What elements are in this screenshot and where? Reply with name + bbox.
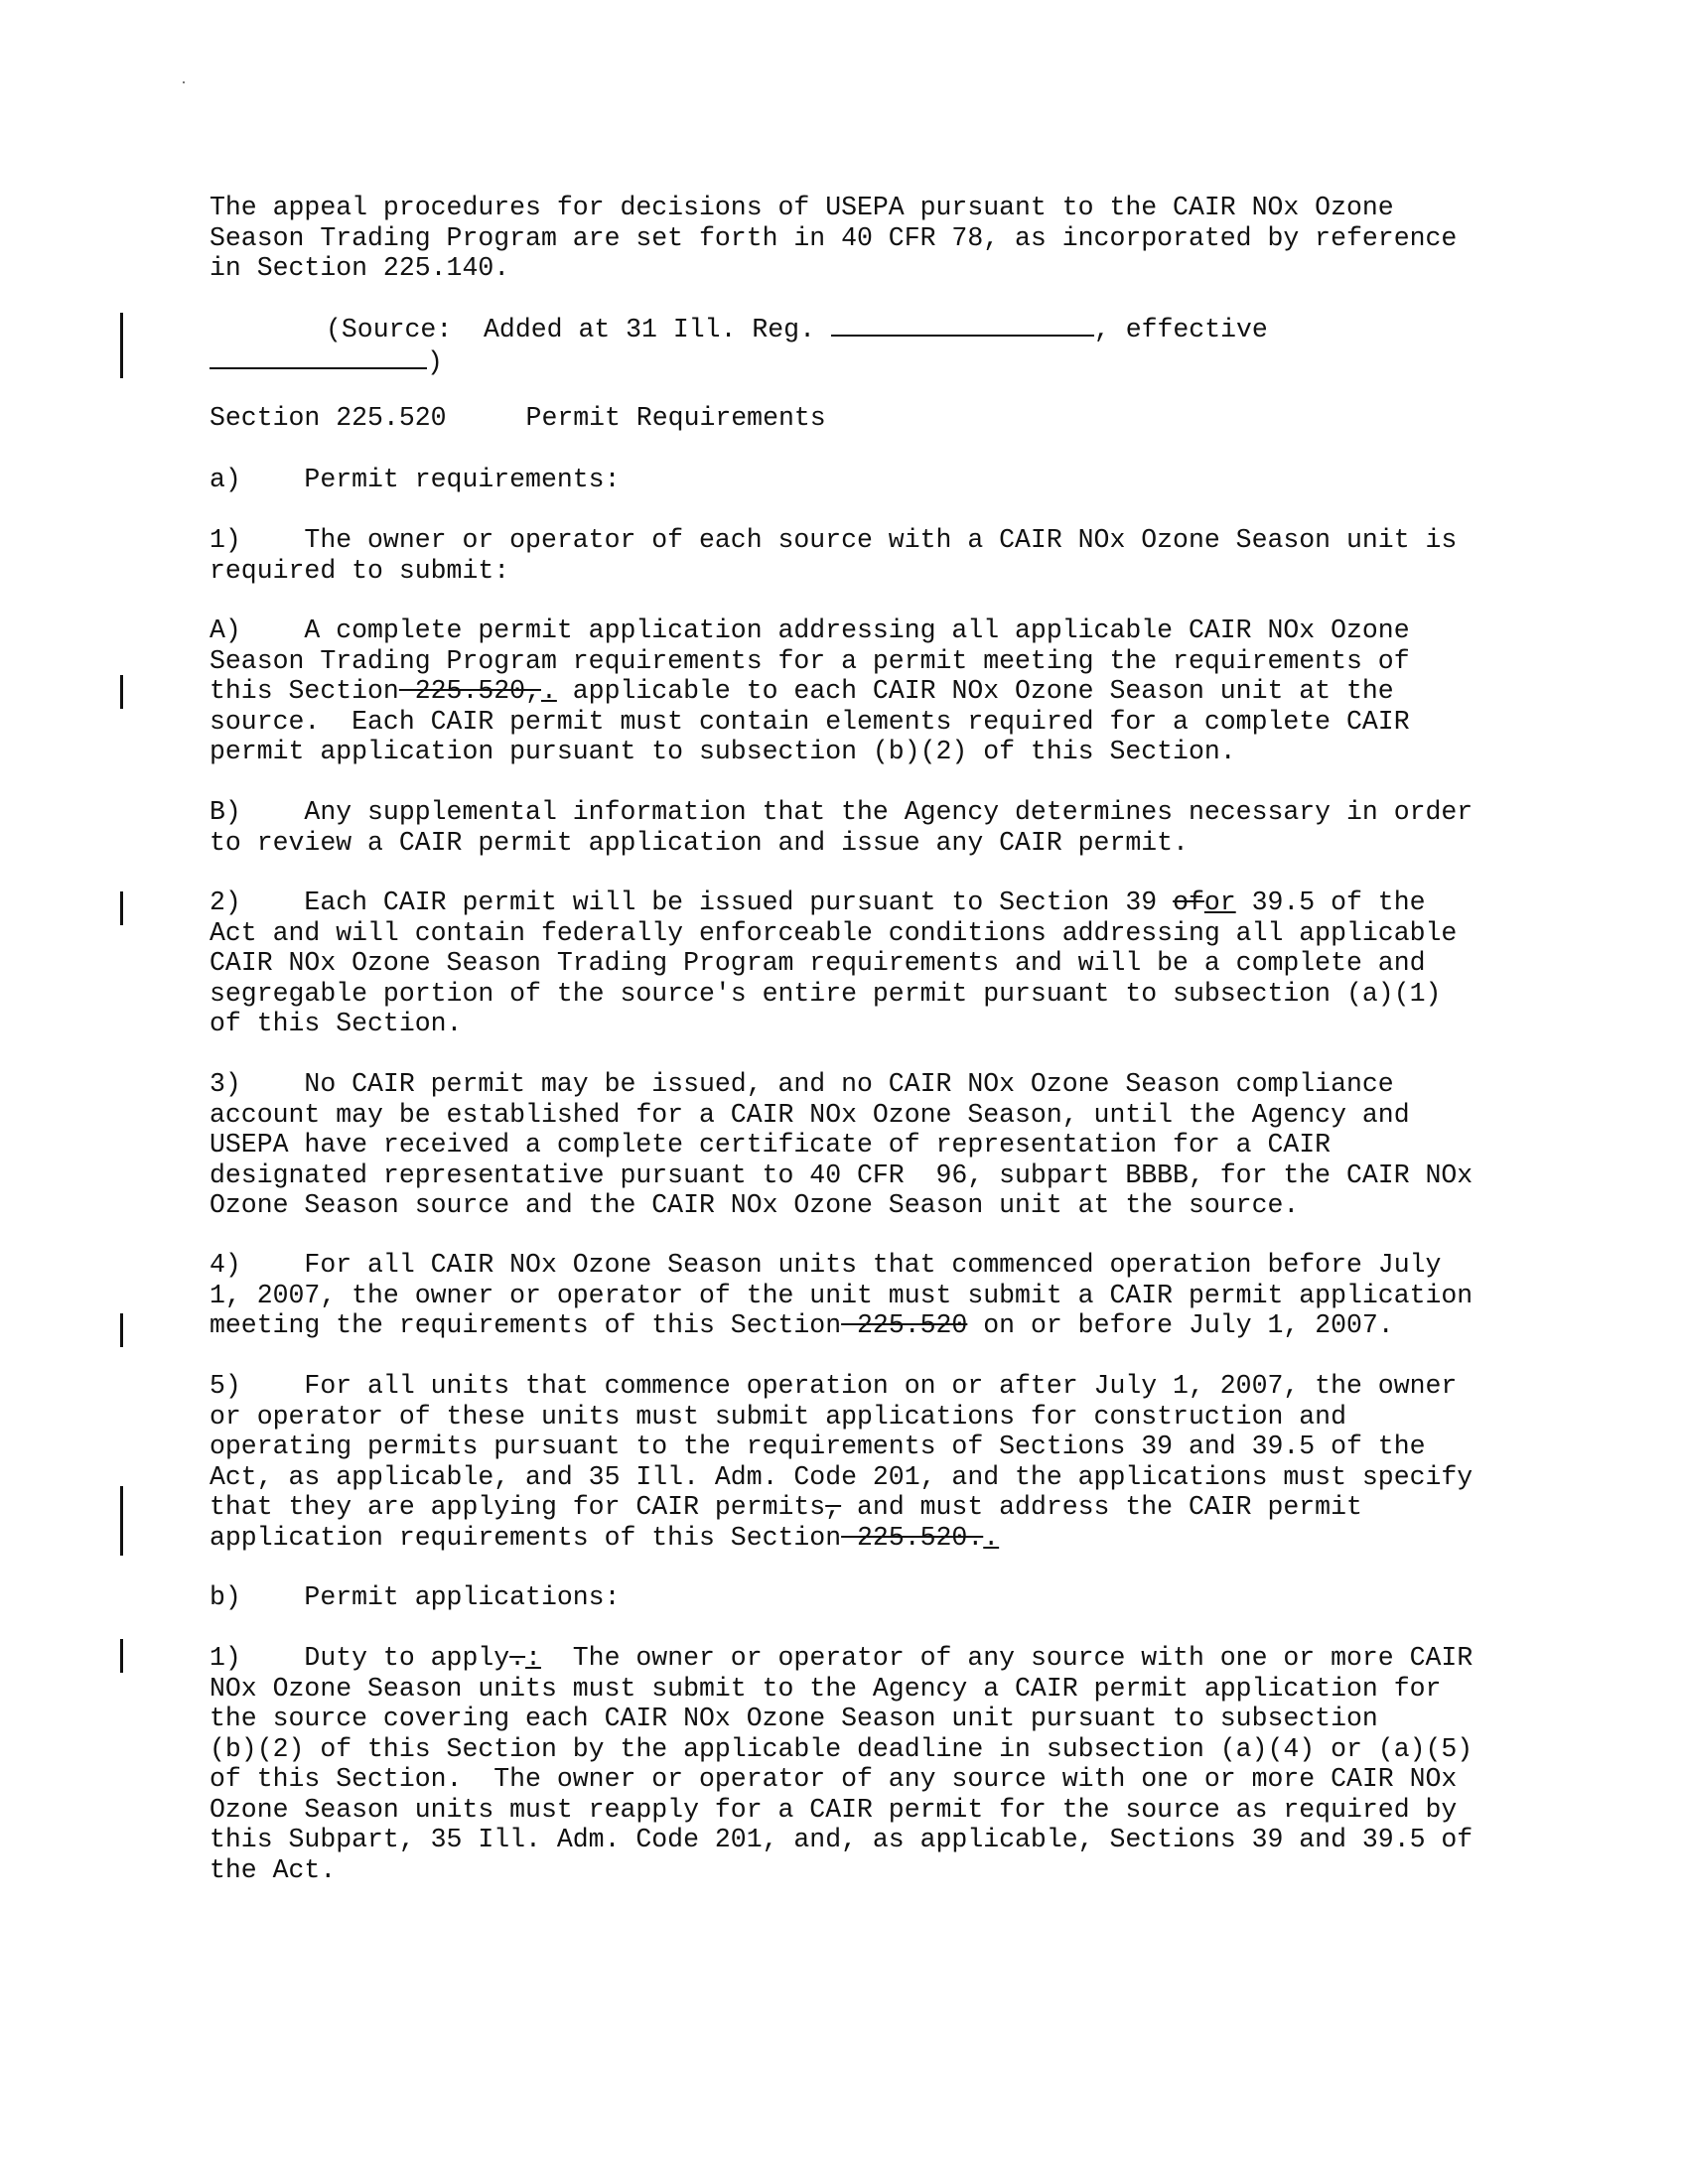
text-line: NOx Ozone Season units must submit to the Agency a CAIR permit application for <box>210 1673 1442 1704</box>
text-line: 4) For all CAIR NOx Ozone Season units that commenced operation before July <box>210 1250 1442 1280</box>
subsection-a3 <box>210 1069 1570 1221</box>
subsection-a-heading: a) Permit requirements: <box>210 465 621 494</box>
change-bar-source-note <box>120 313 123 378</box>
text-line: Ozone Season units must reapply for a CAIR permit for the source as required by <box>210 1794 1458 1825</box>
text-line: to review a CAIR permit application and issue any CAIR permit. <box>210 827 1189 858</box>
subsection-a5 <box>210 1371 1570 1553</box>
source-note <box>210 313 1570 377</box>
text-line: 1, 2007, the owner or operator of the unit must submit a CAIR permit application <box>210 1280 1474 1310</box>
text-line: B) Any supplemental information that the Agency determines necessary in order <box>210 797 1474 827</box>
text-line: source. Each CAIR permit must contain elements required for a complete CAIR <box>210 706 1410 737</box>
text-line: 1) Duty to apply <box>210 1643 510 1673</box>
text-line: 5) For all units that commence operation on or after July 1, 2007, the owner <box>210 1371 1458 1401</box>
inserted-text: or <box>1203 887 1236 917</box>
text-line: on or before July 1, 2007. <box>967 1310 1394 1340</box>
inserted-text: . <box>540 676 557 706</box>
text-line: the Act. <box>210 1854 337 1885</box>
inserted-text: : <box>525 1643 541 1673</box>
deleted-text: 225.520. <box>841 1522 984 1553</box>
deleted-text: 225.520, <box>398 676 541 706</box>
deleted-text: 225.520 <box>841 1310 968 1340</box>
text-line: (b)(2) of this Section by the applicable deadline in subsection (a)(4) or (a)(5) <box>210 1733 1474 1764</box>
text-line: operating permits pursuant to the requirements of Sections 39 and 39.5 of the <box>210 1432 1426 1461</box>
inserted-text: . <box>983 1522 1000 1553</box>
text-line: The owner or operator of any source with one or more CAIR <box>540 1643 1474 1673</box>
text-line: the source covering each CAIR NOx Ozone Season unit pursuant to subsection <box>210 1704 1378 1733</box>
section-number: Section 225.520 <box>210 403 447 433</box>
source-note-close: ) <box>427 346 443 377</box>
text-line: Ozone Season source and the CAIR NOx Ozone Season unit at the source. <box>210 1190 1300 1220</box>
text-line: permit application pursuant to subsection (b)(2) of this Section. <box>210 737 1236 766</box>
source-note-effective: , effective <box>1093 315 1268 344</box>
text-line: meeting the requirements of this Section <box>210 1310 842 1340</box>
scan-speck <box>183 81 185 83</box>
subsection-a1 <box>210 525 1570 586</box>
text-line: Act, as applicable, and 35 Ill. Adm. Code 201, and the applications must specify <box>210 1461 1474 1492</box>
text-line: application requirements of this Section <box>210 1522 842 1553</box>
text-line: and must address the CAIR permit <box>841 1492 1362 1522</box>
text-line: required to submit: <box>210 555 510 586</box>
change-bar-subsection-a1A <box>120 675 123 709</box>
text-line: USEPA have received a complete certificate of representation for a CAIR <box>210 1130 1332 1160</box>
text-line: this Section <box>210 676 399 706</box>
subsection-a4 <box>210 1250 1570 1341</box>
subsection-b-heading: b) Permit applications: <box>210 1582 621 1612</box>
text-line: segregable portion of the source's entire permit pursuant to subsection (a)(1) <box>210 978 1442 1009</box>
text-line: this Subpart, 35 Ill. Adm. Code 201, and, as applicable, Sections 39 and 39.5 of <box>210 1825 1474 1854</box>
section-heading <box>210 403 1570 434</box>
text-line: of this Section. The owner or operator of any source with one or more CAIR NOx <box>210 1764 1458 1794</box>
text-line: designated representative pursuant to 40 CFR 96, subpart BBBB, for the CAIR NOx <box>210 1160 1474 1190</box>
text-line: of this Section. <box>210 1009 463 1038</box>
subsection-a1B <box>210 797 1570 858</box>
deleted-text: . <box>509 1643 526 1673</box>
register-blank <box>831 313 1094 337</box>
text-line: 3) No CAIR permit may be issued, and no CAIR NOx Ozone Season compliance <box>210 1069 1394 1099</box>
text-line: applicable to each CAIR NOx Ozone Season unit at the <box>556 676 1394 706</box>
intro-paragraph <box>210 193 1570 284</box>
text-line: Season Trading Program are set forth in 40 CFR 78, as incorporated by reference <box>210 222 1458 253</box>
change-bar-subsection-a2 <box>120 891 123 925</box>
text-line: 1) The owner or operator of each source with a CAIR NOx Ozone Season unit is <box>210 525 1458 555</box>
text-line: The appeal procedures for decisions of USEPA pursuant to the CAIR NOx Ozone <box>210 193 1394 222</box>
text-line: CAIR NOx Ozone Season Trading Program requirements and will be a complete and <box>210 948 1426 978</box>
source-note-prefix: (Source: Added at 31 Ill. Reg. <box>326 315 831 344</box>
text-line: Season Trading Program requirements for a permit meeting the requirements of <box>210 645 1410 676</box>
text-line: that they are applying for CAIR permits <box>210 1492 826 1522</box>
text-line: 2) Each CAIR permit will be issued pursuant to Section 39 <box>210 887 1174 917</box>
change-bar-subsection-b1 <box>120 1639 123 1673</box>
subsection-a1A <box>210 615 1570 767</box>
text-line: A) A complete permit application addressing all applicable CAIR NOx Ozone <box>210 615 1410 645</box>
subsection-b1 <box>210 1643 1570 1885</box>
deleted-text: , <box>825 1492 842 1522</box>
section-title: Permit Requirements <box>525 403 826 433</box>
change-bar-subsection-a4 <box>120 1313 123 1347</box>
text-line: 39.5 of the <box>1235 887 1426 917</box>
change-bar-subsection-a5 <box>120 1486 123 1556</box>
deleted-text: of <box>1173 887 1204 917</box>
subsection-a2 <box>210 887 1570 1039</box>
text-line: or operator of these units must submit applications for construction and <box>210 1401 1346 1432</box>
text-line: account may be established for a CAIR NOx Ozone Season, until the Agency and <box>210 1099 1410 1130</box>
effective-date-blank <box>210 345 427 369</box>
text-line: Act and will contain federally enforceable conditions addressing all applicable <box>210 917 1458 948</box>
text-line: in Section 225.140. <box>210 253 510 283</box>
